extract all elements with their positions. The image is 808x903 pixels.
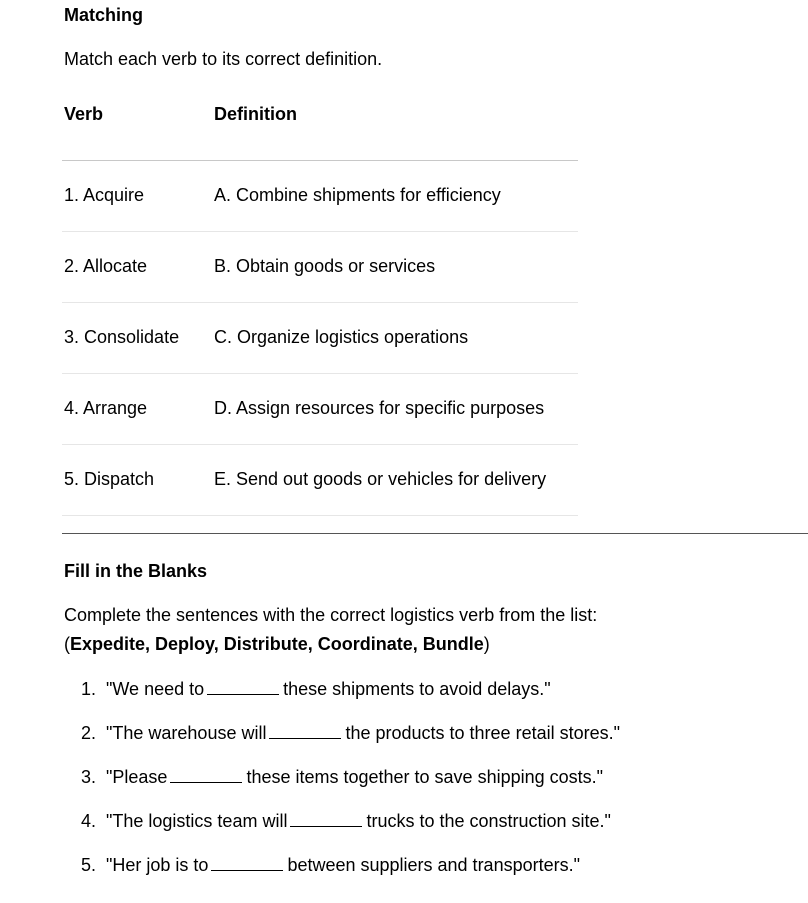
table-header-row [62, 90, 578, 160]
definition-cell: E. Send out goods or vehicles for delivery [212, 444, 578, 515]
section-divider [62, 533, 808, 534]
list-item [64, 678, 620, 722]
fill-blanks-instruction: Complete the sentences with the correct logistics verb from the list: [64, 605, 598, 625]
verb-cell: 3. Consolidate [62, 302, 212, 373]
word-list-words: Expedite, Deploy, Distribute, Coordinate, Bundle [70, 634, 484, 654]
definition-cell: C. Organize logistics operations [212, 302, 578, 373]
verb-cell: 2. Allocate [62, 231, 212, 302]
table-row [62, 231, 578, 302]
sentence-start: "Her job is to [106, 855, 209, 875]
answer-blank[interactable] [170, 767, 242, 783]
definition-cell: A. Combine shipments for efficiency [212, 160, 578, 231]
sentence-start: "We need to [106, 679, 205, 699]
item-number: 1. [80, 679, 96, 699]
table-row [62, 444, 578, 515]
sentence-start: "The logistics team will [106, 811, 288, 831]
answer-blank[interactable] [290, 811, 362, 827]
definition-column-header: Definition [214, 104, 297, 124]
sentence-end: between suppliers and transporters." [287, 855, 580, 875]
item-number: 5. [80, 855, 96, 875]
item-number: 3. [80, 767, 96, 787]
word-list [64, 633, 490, 655]
verb-cell: 4. Arrange [62, 373, 212, 444]
definition-cell: D. Assign resources for specific purposes [212, 373, 578, 444]
sentence-end: these items together to save shipping costs." [246, 767, 604, 787]
matching-table [62, 90, 578, 516]
definition-cell: B. Obtain goods or services [212, 231, 578, 302]
list-item [64, 766, 620, 810]
sentence-end: these shipments to avoid delays." [283, 679, 551, 699]
word-list-open-paren: ( [64, 634, 70, 654]
fill-blanks-title: Fill in the Blanks [64, 561, 208, 581]
item-number: 4. [80, 811, 96, 831]
list-item [64, 722, 620, 766]
verb-cell: 5. Dispatch [62, 444, 212, 515]
matching-title: Matching [64, 5, 143, 25]
list-item [64, 810, 620, 854]
answer-blank[interactable] [211, 855, 283, 871]
answer-blank[interactable] [207, 679, 279, 695]
list-item [64, 854, 620, 898]
sentence-end: trucks to the construction site." [366, 811, 611, 831]
verb-cell: 1. Acquire [62, 160, 212, 231]
item-number: 2. [80, 723, 96, 743]
table-row [62, 160, 578, 231]
matching-instruction: Match each verb to its correct definition. [64, 49, 383, 69]
table-row [62, 373, 578, 444]
fill-blanks-list [64, 678, 620, 898]
sentence-start: "The warehouse will [106, 723, 267, 743]
verb-column-header: Verb [64, 104, 104, 124]
answer-blank[interactable] [269, 723, 341, 739]
table-row [62, 302, 578, 373]
sentence-end: the products to three retail stores." [345, 723, 620, 743]
sentence-start: "Please [106, 767, 168, 787]
word-list-close-paren: ) [483, 634, 490, 654]
